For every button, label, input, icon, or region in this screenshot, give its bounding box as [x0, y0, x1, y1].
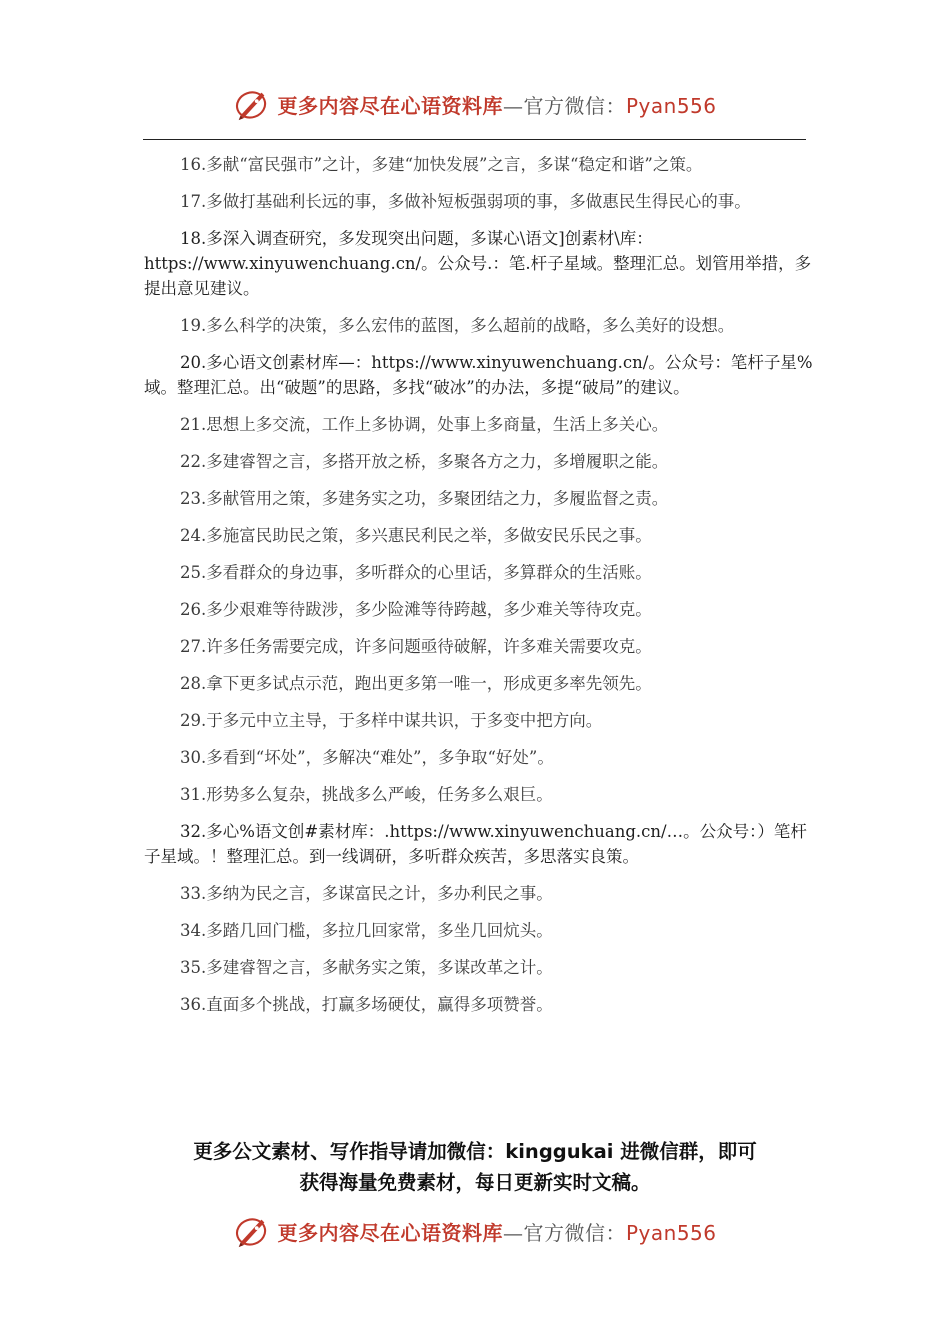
footer-promo-line-2: 获得海量免费素材，每日更新实时文稿。	[299, 1171, 651, 1194]
footer-banner-wechat-label: —官方微信：	[502, 1220, 626, 1245]
paragraph-31: 31.形势多么复杂，挑战多么严峻，任务多么艰巨。	[180, 785, 553, 804]
paragraph-25: 25.多看群众的身边事，多听群众的心里话，多算群众的生活账。	[180, 563, 652, 582]
paragraph-19: 19.多么科学的决策，多么宏伟的蓝图，多么超前的战略，多么美好的设想。	[180, 316, 735, 335]
paragraph-22: 22.多建睿智之言，多搭开放之桥，多聚各方之力，多增履职之能。	[180, 452, 669, 471]
footer-banner-wechat-id: Pyan556	[625, 1220, 717, 1245]
paragraph-34: 34.多踏几回门槛，多拉几回家常，多坐几回炕头。	[180, 921, 553, 940]
footer-banner	[0, 1209, 950, 1253]
footer-promo-note	[120, 1136, 830, 1198]
document-body	[144, 152, 816, 1017]
header-banner-wechat-label: —官方微信：	[502, 93, 626, 118]
paragraph-24: 24.多施富民助民之策，多兴惠民利民之举，多做安民乐民之事。	[180, 526, 652, 545]
paragraph-33: 33.多纳为民之言，多谋富民之计，多办利民之事。	[180, 884, 553, 903]
paragraph-28: 28.拿下更多试点示范，跑出更多第一唯一，形成更多率先领先。	[180, 674, 652, 693]
paragraph-18: 18.多深入调查研究，多发现突出问题，多谋心\语文]创素材\库：https://www.xinyuwenchuang.cn/。公众号.：笔.杆子星域。整理汇总。划管用举措，多提出意见建议。	[144, 229, 812, 298]
paragraph-16: 16.多献“富民强市”之计，多建“加快发展”之言，多谋“稳定和谐”之策。	[180, 155, 703, 174]
footer-banner-text	[277, 1217, 716, 1246]
pen-logo-icon	[233, 1212, 271, 1250]
header-banner-title: 更多内容尽在心语资料库	[277, 93, 503, 118]
paragraph-32: 32.多心%语文创#素材库：.https://www.xinyuwenchuang.cn/…。公众号：）笔杆子星域。！整理汇总。到一线调研，多听群众疾苦，多思落实良策。	[144, 822, 807, 866]
pen-logo-icon	[233, 85, 271, 123]
paragraph-35: 35.多建睿智之言，多献务实之策，多谋改革之计。	[180, 958, 553, 977]
paragraph-27: 27.许多任务需要完成，许多问题亟待破解，许多难关需要攻克。	[180, 637, 652, 656]
paragraph-30: 30.多看到“坏处”，多解决“难处”，多争取“好处”。	[180, 748, 554, 767]
footer-promo-line-1: 更多公文素材、写作指导请加微信：kinggukai 进微信群，即可	[193, 1140, 757, 1163]
paragraph-21: 21.思想上多交流，工作上多协调，处事上多商量，生活上多关心。	[180, 415, 669, 434]
paragraph-26: 26.多少艰难等待跋涉，多少险滩等待跨越，多少难关等待攻克。	[180, 600, 652, 619]
paragraph-17: 17.多做打基础利长远的事，多做补短板强弱项的事，多做惠民生得民心的事。	[180, 192, 751, 211]
header-banner-text	[277, 90, 716, 119]
header-divider	[143, 139, 806, 140]
paragraph-36: 36.直面多个挑战，打赢多场硬仗，赢得多项赞誉。	[180, 995, 553, 1014]
header-banner-wechat-id: Pyan556	[625, 93, 717, 118]
paragraph-23: 23.多献管用之策，多建务实之功，多聚团结之力，多履监督之责。	[180, 489, 669, 508]
footer-banner-title: 更多内容尽在心语资料库	[277, 1220, 503, 1245]
paragraph-20: 20.多心语文创素材库—：https://www.xinyuwenchuang.cn/。公众号：笔杆子星%域。整理汇总。出“破题”的思路，多找“破冰”的办法，多提“破局”的建议。	[144, 353, 813, 397]
header-banner	[0, 82, 950, 126]
paragraph-29: 29.于多元中立主导，于多样中谋共识，于多变中把方向。	[180, 711, 603, 730]
